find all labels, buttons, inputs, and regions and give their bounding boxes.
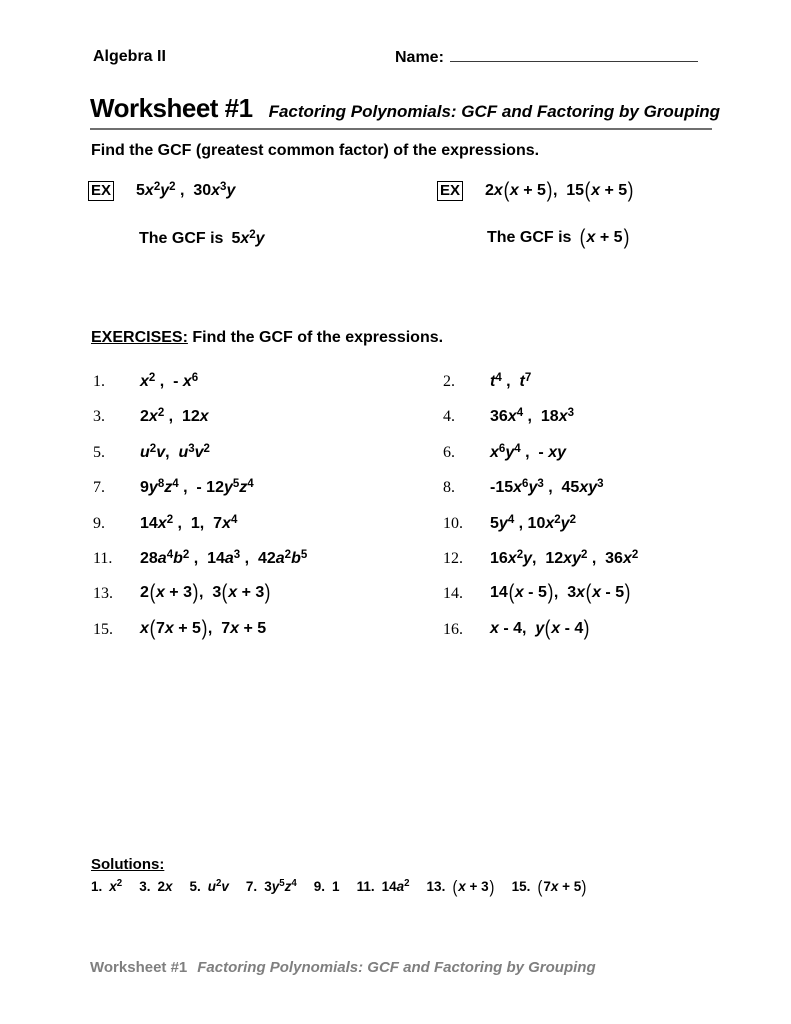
example-left bbox=[88, 181, 235, 201]
solution-item bbox=[189, 878, 228, 896]
exercise-expression: $t^4$ , $t^7$ bbox=[490, 372, 532, 390]
exercise-number: 4. bbox=[443, 408, 455, 426]
solution-item bbox=[246, 878, 297, 896]
example-badge: EX bbox=[88, 181, 114, 201]
solutions-line bbox=[91, 878, 587, 896]
example-answer-right bbox=[487, 226, 630, 250]
exercise-number: 11. bbox=[93, 549, 113, 567]
example-answer: (x + 5) bbox=[580, 226, 629, 250]
exercises-grid bbox=[93, 372, 713, 655]
solution-number: 13. bbox=[426, 879, 446, 894]
solution-item bbox=[427, 878, 495, 896]
solution-expression: $x^2$ bbox=[109, 878, 123, 894]
worksheet-title: Worksheet #1 bbox=[90, 93, 253, 123]
page-footer bbox=[90, 959, 596, 976]
solution-number: 11. bbox=[356, 879, 375, 894]
exercise-expression: $-15x^6y^3$ , $45xy^3$ bbox=[490, 478, 604, 497]
solution-expression: (x + 3) bbox=[452, 876, 495, 897]
exercise-number: 7. bbox=[93, 479, 105, 497]
example-expression: 2x(x + 5), 15(x + 5) bbox=[485, 179, 634, 203]
solution-number: 1. bbox=[91, 879, 103, 894]
exercise-expression: $14x^2$ , 1, $7x^4$ bbox=[140, 513, 238, 532]
exercise-number: 12. bbox=[443, 549, 463, 567]
instructions-text: Find the GCF (greatest common factor) of the expressions. bbox=[91, 142, 540, 159]
exercises-heading bbox=[91, 329, 443, 347]
exercise-number: 1. bbox=[93, 373, 105, 390]
example-expression: $5x^2y^2$ , $30x^3y$ bbox=[136, 181, 236, 199]
exercise-expression: x(7x + 5), 7x + 5 bbox=[140, 616, 267, 640]
example-answer: $5x^2y$ bbox=[231, 229, 265, 247]
example-right bbox=[437, 181, 634, 201]
exercise-expression: $x^2$ , - $x^6$ bbox=[140, 372, 199, 390]
exercise-expression: 2(x + 3), 3(x + 3) bbox=[140, 581, 271, 605]
solution-number: 15. bbox=[511, 879, 531, 894]
solution-item bbox=[512, 878, 588, 896]
solution-expression: $u^2v$ bbox=[207, 878, 229, 894]
exercise-number: 2. bbox=[443, 373, 455, 390]
solutions-block bbox=[91, 856, 587, 896]
exercise-expression: $36x^4$ , $18x^3$ bbox=[490, 407, 574, 426]
worksheet-subtitle: Factoring Polynomials: GCF and Factoring by Grouping bbox=[268, 102, 721, 121]
exercise-expression: $u^2v$, $u^3v^2$ bbox=[140, 442, 210, 461]
exercises-heading-label: EXERCISES: bbox=[91, 329, 188, 346]
exercise-number: 16. bbox=[443, 620, 463, 638]
footer-subtitle: Factoring Polynomials: GCF and Factoring by Grouping bbox=[197, 959, 596, 976]
solution-item bbox=[139, 878, 172, 896]
solution-number: 5. bbox=[189, 879, 201, 894]
solution-expression: 1 bbox=[332, 879, 340, 894]
answer-prefix: The GCF is bbox=[139, 230, 224, 247]
solutions-label: Solutions: bbox=[91, 856, 165, 873]
exercise-number: 14. bbox=[443, 585, 463, 603]
solution-number: 9. bbox=[313, 879, 326, 894]
solution-expression: (7x + 5) bbox=[537, 876, 587, 897]
exercise-number: 6. bbox=[443, 443, 455, 461]
exercise-number: 5. bbox=[93, 443, 105, 461]
solution-expression: $14a^2$ bbox=[381, 878, 410, 894]
exercise-number: 10. bbox=[443, 514, 463, 532]
exercises-heading-text: Find the GCF of the expressions. bbox=[187, 329, 444, 346]
name-blank-line bbox=[450, 48, 698, 62]
title-rule bbox=[90, 128, 712, 130]
solution-expression: $3y^5z^4$ bbox=[264, 878, 297, 894]
solution-number: 3. bbox=[139, 879, 151, 894]
exercise-expression: $9y^8z^4$ , - $12y^5z^4$ bbox=[140, 478, 254, 497]
answer-prefix: The GCF is bbox=[487, 229, 572, 246]
exercise-expression: $x^6y^4$ , - xy bbox=[490, 442, 566, 461]
course-label: Algebra II bbox=[93, 48, 166, 65]
footer-label: Worksheet #1 bbox=[90, 959, 188, 976]
example-badge: EX bbox=[437, 181, 463, 201]
solution-expression: 2x bbox=[157, 879, 173, 894]
exercise-expression: $16x^2y$, $12xy^2$ , $36x^2$ bbox=[490, 548, 639, 567]
exercise-expression: $2x^2$ , 12x bbox=[140, 407, 209, 426]
exercise-number: 9. bbox=[93, 514, 105, 532]
example-answer-left bbox=[139, 229, 265, 248]
exercise-expression: $5y^4$ , $10x^2y^2$ bbox=[490, 513, 576, 532]
solution-item bbox=[357, 878, 410, 896]
exercise-number: 15. bbox=[93, 620, 113, 638]
exercise-number: 8. bbox=[443, 479, 455, 497]
exercise-expression: x - 4, y(x - 4) bbox=[490, 616, 590, 640]
name-label: Name: bbox=[395, 49, 444, 66]
exercise-expression: $28a^4b^2$ , $14a^3$ , $42a^2b^5$ bbox=[140, 548, 308, 567]
exercise-expression: 14(x - 5), 3x(x - 5) bbox=[490, 581, 631, 605]
solution-item bbox=[91, 878, 122, 896]
exercise-number: 13. bbox=[93, 585, 113, 603]
title-row bbox=[90, 93, 721, 124]
exercise-number: 3. bbox=[93, 408, 105, 426]
name-field-group bbox=[395, 48, 698, 67]
solution-item bbox=[314, 878, 340, 896]
solution-number: 7. bbox=[245, 879, 258, 894]
